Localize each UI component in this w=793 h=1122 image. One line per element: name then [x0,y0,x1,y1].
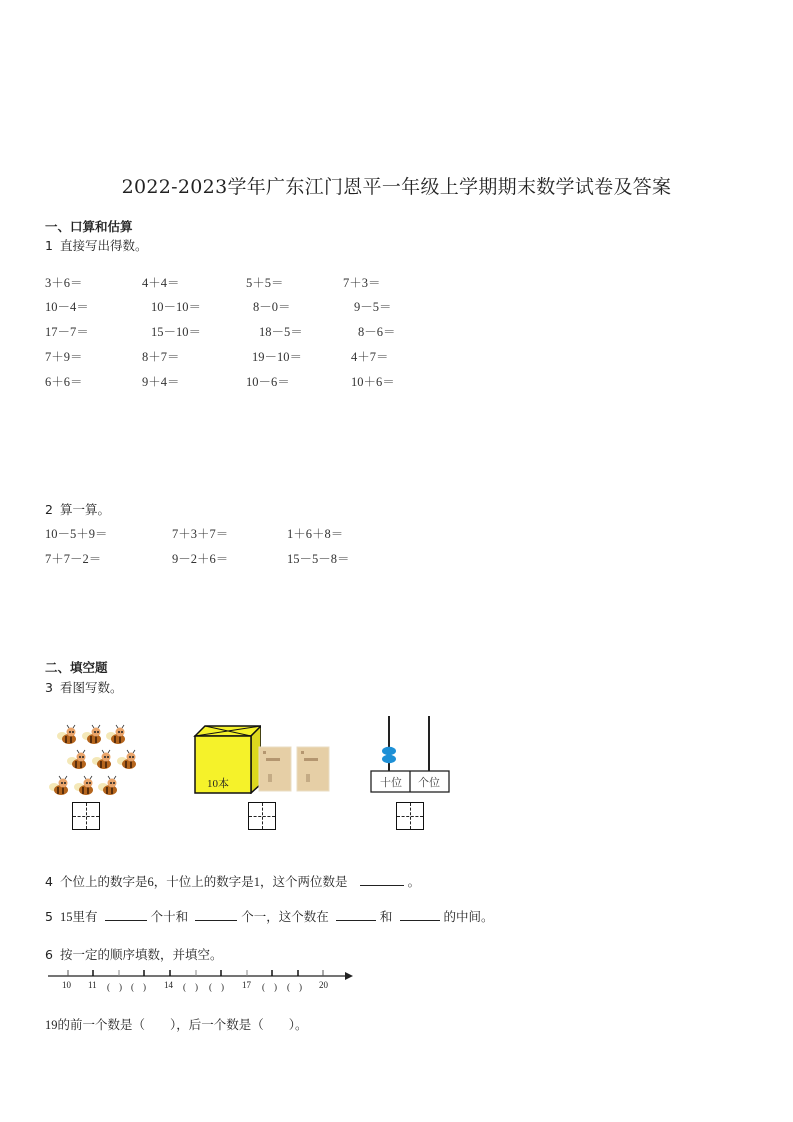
question-number: 4 [45,874,53,889]
answer-blank[interactable] [360,873,404,886]
equation: 5＋5＝ [246,276,284,290]
question-number: 3 [45,680,53,695]
answer-grid-box[interactable] [248,802,276,830]
equation: 15－5－8＝ [287,552,350,566]
equation: 10＋6＝ [351,375,395,389]
question-prompt: 看图写数。 [59,680,123,695]
equation: 10－4＝ [45,300,89,314]
page-title: 2022-2023学年广东江门恩平一年级上学期期末数学试卷及答案 [121,176,672,198]
equation: 7＋3＝ [343,276,381,290]
equation: 17－7＝ [45,325,89,339]
question-text: 个一，这个数在 [241,910,329,924]
question-6-header [45,945,222,963]
number-line-label: 14 [164,980,173,990]
equation: 9－2＋6＝ [172,552,229,566]
equation: 10－5＋9＝ [45,527,108,541]
equation: 15－10＝ [151,325,202,339]
question-prompt: 直接写出得数。 [59,238,148,253]
number-line-blank[interactable]: ( ) [287,982,302,992]
section-heading-fill-blank: 二、填空题 [45,660,108,675]
equation: 9＋4＝ [142,375,180,389]
equation: 8－0＝ [253,300,291,314]
number-line-label: 10 [62,980,71,990]
equation: 10－10＝ [151,300,202,314]
question-number: 5 [45,909,53,924]
question-6-followup: 19的前一个数是（ ），后一个数是（ ）。 [45,1018,308,1032]
box-label: 10本 [207,778,229,790]
question-2-header [45,500,110,518]
question-text: 和 [379,910,393,924]
equation: 19－10＝ [252,350,303,364]
question-text: 个十和 [150,910,189,924]
equation: 8＋7＝ [142,350,180,364]
section-heading-oral-calc: 一、口算和估算 [45,219,133,234]
equation: 1＋6＋8＝ [287,527,344,541]
question-number: 6 [45,947,53,962]
equation: 10－6＝ [246,375,290,389]
question-text-end: 。 [407,875,421,889]
number-line-blank[interactable]: ( ) [262,982,277,992]
equation: 6＋6＝ [45,375,83,389]
answer-blank-tens[interactable] [105,908,147,921]
question-prompt: 算一算。 [59,502,110,517]
equation: 18－5＝ [259,325,303,339]
question-prompt: 按一定的顺序填数，并填空。 [59,947,223,962]
answer-grid-box[interactable] [396,802,424,830]
ones-place-label: 个位 [418,776,440,789]
question-4 [45,872,420,890]
number-line-label: 11 [88,980,97,990]
tens-place-label: 十位 [380,776,402,789]
question-text: 15里有 [59,910,98,924]
question-text: 的中间。 [443,910,494,924]
bee-icons [45,722,145,800]
number-line-blank[interactable]: ( ) [209,982,224,992]
number-line-blank[interactable]: ( ) [131,982,146,992]
number-line-label: 20 [319,980,328,990]
equation: 4＋7＝ [351,350,389,364]
question-5 [45,907,494,925]
answer-blank-upper[interactable] [400,908,440,921]
equation: 8－6＝ [358,325,396,339]
question-text: 个位上的数字是6，十位上的数字是1，这个两位数是 [59,875,348,889]
answer-blank-ones[interactable] [195,908,237,921]
equation: 3＋6＝ [45,276,83,290]
question-1-header [45,236,147,254]
number-line-blank[interactable]: ( ) [107,982,122,992]
equation: 7＋7－2＝ [45,552,102,566]
number-line [48,966,353,980]
equation: 9－5＝ [354,300,392,314]
question-number: 1 [45,238,53,253]
answer-blank-lower[interactable] [336,908,376,921]
question-number: 2 [45,502,53,517]
answer-grid-box[interactable] [72,802,100,830]
number-line-blank[interactable]: ( ) [183,982,198,992]
question-3-header [45,678,122,696]
notebook-icons [258,746,334,792]
equation: 7＋9＝ [45,350,83,364]
equation: 7＋3＋7＝ [172,527,229,541]
equation: 4＋4＝ [142,276,180,290]
number-line-label: 17 [242,980,251,990]
